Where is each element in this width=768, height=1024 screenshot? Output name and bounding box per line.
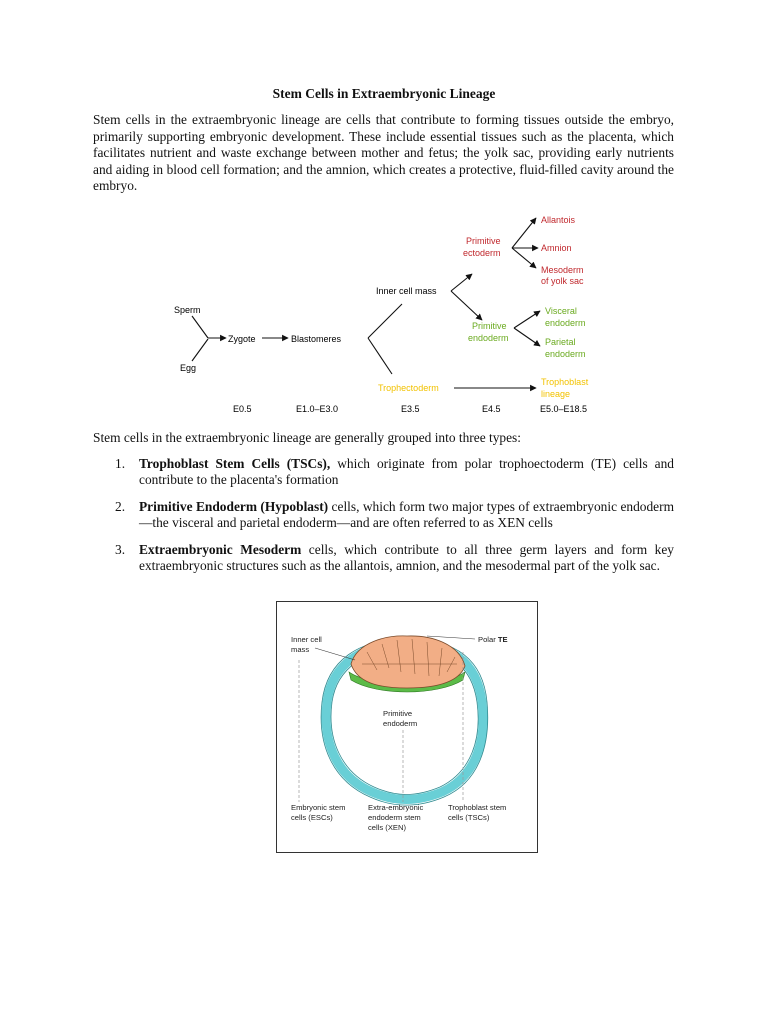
label-esc-line2: cells (ESCs) — [291, 813, 333, 822]
node-parietal-line2: endoderm — [545, 349, 586, 359]
node-parietal-line1: Parietal — [545, 337, 576, 347]
type-name: Trophoblast Stem Cells (TSCs), — [139, 456, 331, 471]
types-intro-paragraph: Stem cells in the extraembryonic lineage are generally grouped into three types: — [93, 430, 521, 445]
ecto-to-allantois-arrow — [512, 218, 536, 248]
type-description: which originate from polar trophoectoderm (TE) cells and contribute to the placenta's formation — [139, 456, 675, 488]
node-visceral-line2: endoderm — [545, 318, 586, 328]
stage-label: E0.5 — [233, 404, 252, 414]
label-icm-line1: Inner cell — [291, 635, 322, 644]
node-inner-cell-mass: Inner cell mass — [376, 286, 437, 296]
node-mesoderm-line2: of yolk sac — [541, 276, 584, 286]
list-number: 3. — [115, 541, 126, 557]
list-item — [93, 456, 674, 489]
label-icm-line2: mass — [291, 645, 310, 654]
label-tsc-line1: Trophoblast stem — [448, 803, 507, 812]
polar-te-pointer — [427, 636, 475, 639]
blastocyst-diagram — [277, 602, 537, 852]
stage-label: E1.0–E3.0 — [296, 404, 339, 414]
split-down-line — [368, 338, 392, 374]
label-polar-te — [478, 635, 508, 644]
label-xen-line2: endoderm stem — [368, 813, 421, 822]
list-number: 1. — [115, 456, 126, 471]
intro-paragraph: Stem cells in the extraembryonic lineage are cells that contribute to forming tissues outside the embryo, primarily supporting embryonic development. These include essential tissues such as the placenta, which facilitates nutrient and waste exchange between mother and fetus; the yolk sac, providing early nutrients and aiding in blood cell formation; and the amnion, which creates a protective, fluid-filled cavity around the embryo. — [93, 112, 674, 194]
node-primitive-endoderm-line1: Primitive — [472, 321, 507, 331]
type-description: cells, which contribute to all three germ layers and form key extraembryonic structures such as the allantois, amnion, and the mesodermal part of the yolk sac. — [139, 541, 674, 574]
label-xen-line1: Extra-embryonic — [368, 803, 424, 812]
node-allantois: Allantois — [541, 215, 576, 225]
node-sperm: Sperm — [174, 305, 201, 315]
icm-to-endoderm-arrow — [451, 291, 482, 320]
egg-arrow — [192, 339, 208, 361]
lineage-diagram — [170, 206, 630, 420]
ecto-to-mesoderm-arrow — [512, 248, 536, 268]
split-up-line — [368, 304, 402, 338]
sperm-arrow — [192, 316, 208, 338]
list-number: 2. — [115, 498, 126, 514]
label-polar-te-bold: TE — [497, 635, 508, 644]
label-primitive-endoderm-line2: endoderm — [383, 719, 418, 728]
node-egg: Egg — [180, 363, 197, 373]
node-trophoblast-line1: Trophoblast — [541, 377, 589, 387]
label-tsc-line2: cells (TSCs) — [448, 813, 490, 822]
node-mesoderm-line1: Mesoderm — [541, 265, 584, 275]
type-description: cells, which form two major types of extraembryonic endoderm—the visceral and parietal endoderm—and are often referred to as XEN cells — [139, 498, 674, 531]
stage-label: E4.5 — [482, 404, 501, 414]
node-visceral-line1: Visceral — [545, 306, 577, 316]
document-title: Stem Cells in Extraembryonic Lineage — [272, 86, 496, 101]
label-primitive-endoderm-line1: Primitive — [383, 709, 413, 718]
node-trophectoderm: Trophectoderm — [378, 383, 439, 393]
stage-label: E3.5 — [401, 404, 420, 414]
icm-to-ectoderm-arrow — [451, 274, 472, 291]
label-xen-line3: cells (XEN) — [368, 823, 406, 832]
node-blastomeres: Blastomeres — [291, 334, 342, 344]
stem-cell-types-list — [93, 456, 674, 574]
node-trophoblast-line2: lineage — [541, 389, 571, 399]
endo-to-visceral-arrow — [514, 311, 540, 328]
node-primitive-ectoderm-line1: Primitive — [466, 236, 501, 246]
type-name: Primitive Endoderm (Hypoblast) — [139, 498, 329, 514]
blastocyst-figure — [276, 601, 538, 853]
type-name: Extraembryonic Mesoderm — [139, 541, 302, 557]
list-item — [93, 542, 674, 575]
label-esc-line1: Embryonic stem — [291, 803, 346, 812]
inner-cell-mass — [351, 636, 465, 688]
node-primitive-ectoderm-line2: ectoderm — [463, 248, 501, 258]
node-amnion: Amnion — [541, 243, 572, 253]
list-item — [93, 499, 674, 532]
label-polar-prefix: Polar — [478, 635, 498, 644]
stage-label: E5.0–E18.5 — [540, 404, 588, 414]
node-primitive-endoderm-line2: endoderm — [468, 333, 509, 343]
node-zygote: Zygote — [228, 334, 256, 344]
endo-to-parietal-arrow — [514, 328, 540, 346]
